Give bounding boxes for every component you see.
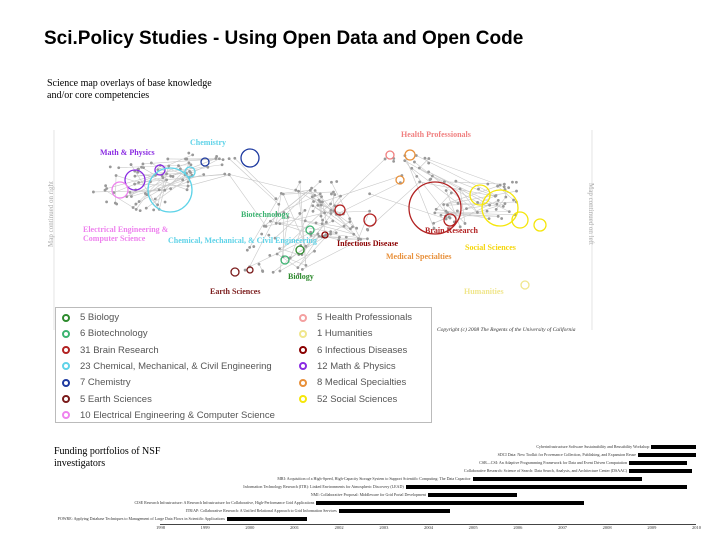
legend-ring-icon [62,330,70,338]
map-label-chemistry: Chemistry [190,138,226,147]
year-tick-label: 2008 [602,525,612,530]
map-label-math-physics: Math & Physics [100,148,155,157]
grant-label: CSR—CSI: An Adaptive Programming Framework for Data and Event Driven Computation [479,460,627,465]
legend-item [299,394,397,405]
legend-ring-icon [62,346,70,354]
map-label-brain-research: Brain Research [425,226,478,235]
year-tick-label: 1999 [200,525,210,530]
map-label-earth-sciences: Earth Sciences [210,287,261,296]
grant-label: SDCI Data: New Toolkit for Provenance Collection, Publishing, and Expansion Reuse [497,452,636,457]
legend-ring-icon [62,411,70,419]
legend-item [299,345,407,356]
year-tick-label: 2007 [558,525,567,530]
legend-ring-icon [62,379,70,387]
year-tick-label: 2003 [379,525,389,530]
grant-bar [316,501,584,505]
map-side-label-right: Map continued on left [587,182,596,246]
grant-label: POWRE: Applying Database Techniques to Management of Large Data Flows in Scientific Applications [57,516,225,521]
map-caption: Science map overlays of base knowledge and/or core competencies [47,78,212,101]
legend-item [62,345,159,356]
map-label-humanities: Humanities [464,287,504,296]
legend-ring-icon [299,330,307,338]
legend-ring-icon [299,395,307,403]
legend-item-label: 5 Biology [80,312,120,323]
legend-ring-icon [62,314,70,322]
grant-bar [473,477,643,481]
map-label-infectious-disease: Infectious Disease [337,239,399,248]
grant-bar [651,445,696,449]
legend-item-label: 23 Chemical, Mechanical, & Civil Engineering [80,360,272,372]
legend-ring-icon [62,362,70,370]
legend-item [299,328,372,339]
year-tick-label: 2005 [468,525,478,530]
legend-item-label: 8 Medical Specialties [317,377,407,389]
year-tick-label: 2010 [692,525,701,530]
funding-caption: Funding portfolios of NSF investigators [54,446,161,469]
legend-item [62,377,131,388]
grant-bar [629,469,692,473]
legend-item-label: 7 Chemistry [80,377,131,389]
legend-item [62,328,148,339]
legend-item-label: 6 Biotechnology [80,328,148,340]
grant-label: Cyberinfrastructure Software Sustainability and Reusability Workshop [536,444,650,449]
legend-item [62,410,275,421]
legend-item [299,361,396,372]
year-tick-label: 2009 [647,525,657,530]
grant-bar [227,517,307,521]
year-tick-label: 2000 [245,525,255,530]
legend-item [62,361,272,372]
year-tick-label: 2001 [290,525,299,530]
legend-item-label: 1 Humanities [317,328,373,340]
map-label-biology: Biology [288,272,314,281]
map-label-electrical-engineering: Electrical Engineering & Computer Science [83,225,169,243]
grant-bar [629,461,687,465]
legend-ring-icon [299,362,307,370]
legend-ring-icon [62,395,70,403]
grant-label: CISE Research Infrastructure: A Research Infrastructure for Collaborative, High-Performance Grid Applications [134,500,315,505]
legend-item-label: 12 Math & Physics [317,360,396,372]
funding-timeline [40,440,706,532]
legend-item [299,312,412,323]
grant-bar [638,453,696,457]
grant-label: Information Technology Research (ITR): Linked Environments for Atmospheric Discovery (LEAD) [243,484,404,489]
grant-label: Collaborative Research: Science of Search: Data Search, Analysis, and Architecture Center (DSAAC) [464,468,627,473]
legend-item-label: 6 Infectious Diseases [317,344,408,356]
legend-item-label: 52 Social Sciences [317,393,398,405]
legend-item-label: 10 Electrical Engineering & Computer Science [80,409,275,421]
copyright-notice: Copyright (c) 2008 The Regents of the University of California [437,327,576,333]
grant-bar [339,509,451,513]
legend-item-label: 5 Health Professionals [317,312,413,323]
legend-item [62,394,152,405]
legend-item [299,377,406,388]
legend-item-label: 5 Earth Sciences [80,393,152,405]
legend-ring-icon [299,379,307,387]
year-tick-label: 2004 [424,525,433,530]
map-label-health-professionals: Health Professionals [401,130,471,139]
year-tick-label: 2002 [334,525,344,530]
year-tick-label: 2006 [513,525,523,530]
map-legend [55,307,432,423]
legend-item [62,312,119,323]
grant-label: ITR/AP: Collaborative Research: A Unified Relational Approach to Grid Information Services [185,508,337,513]
page-title: Sci.Policy Studies - Using Open Data and Open Code [44,28,524,49]
map-label-social-sciences: Social Sciences [465,243,516,252]
grant-label: NMI: Collaborative Proposal: Middleware for Grid Portal Development [310,492,426,497]
grant-label: MRI: Acquisition of a High-Speed, High-Capacity Storage System to Support Scientific Computing: The Data Capacitor [277,476,471,481]
grant-bar [428,493,517,497]
legend-item-label: 31 Brain Research [80,344,159,356]
map-label-chemical-engineering: Chemical, Mechanical, & Civil Engineering [168,236,317,245]
legend-ring-icon [299,346,307,354]
map-label-medical-specialties: Medical Specialties [386,252,452,261]
year-tick-label: 1998 [156,525,165,530]
map-label-biotechnology: Biotechnology [241,210,290,219]
legend-ring-icon [299,314,307,322]
grant-bar [406,485,687,489]
map-side-label-left: Map continued on right [46,181,55,247]
